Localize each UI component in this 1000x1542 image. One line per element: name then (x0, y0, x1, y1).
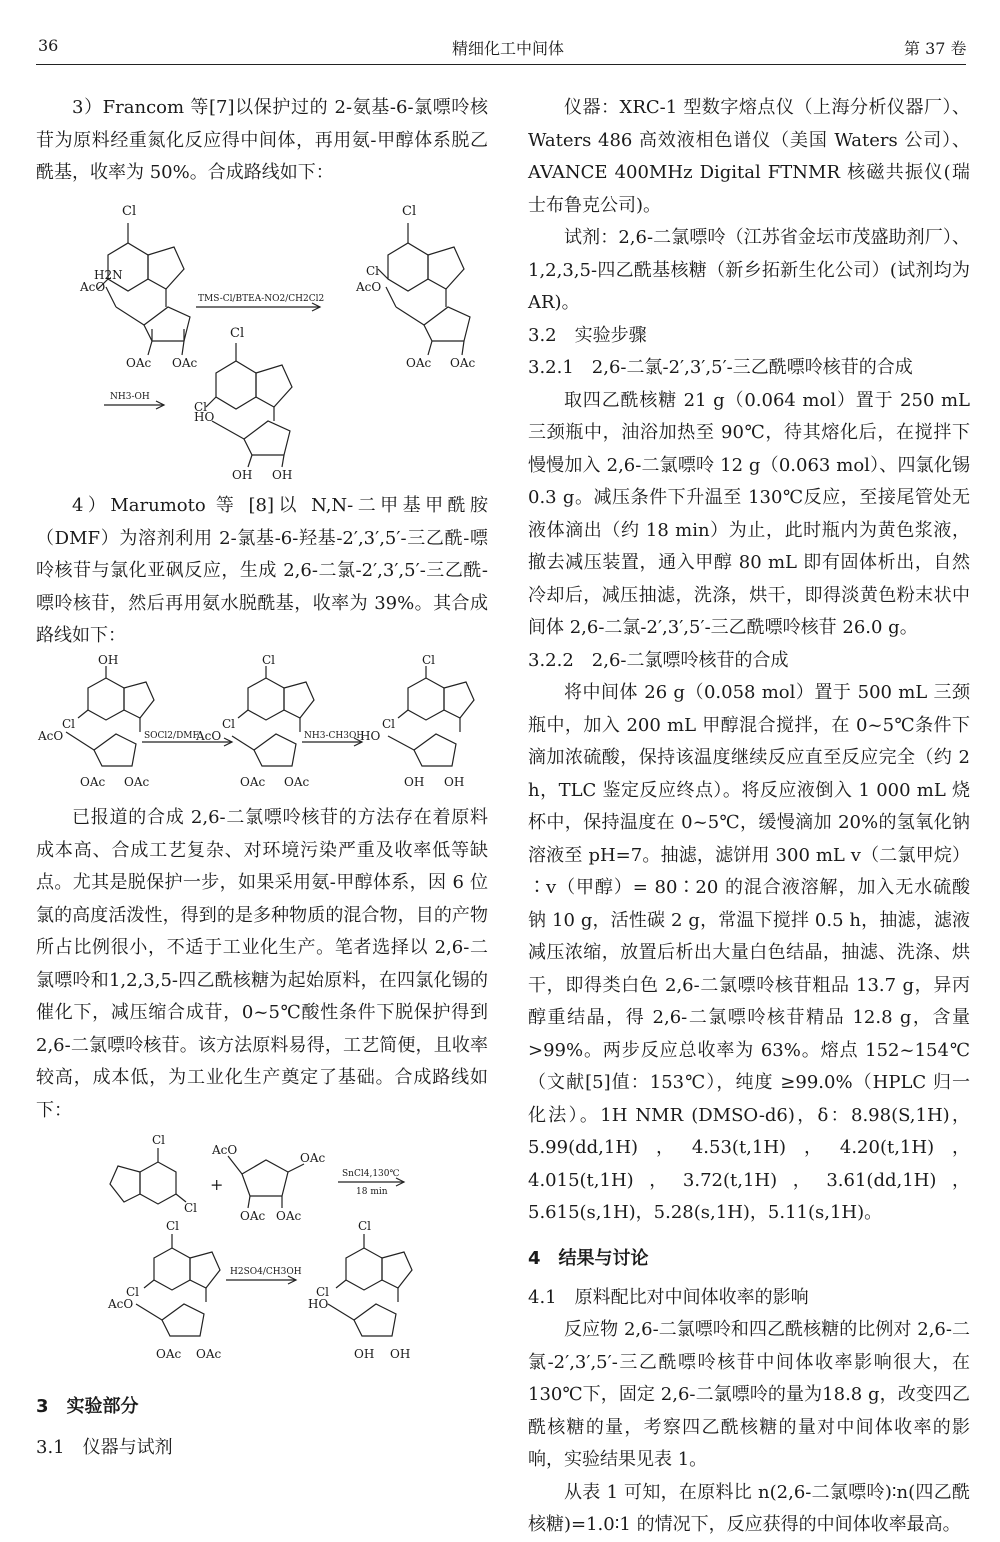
atom-label: AcO (212, 1143, 238, 1157)
reaction-condition: TMS-Cl/BTEA-NO2/CH2Cl2 (198, 294, 325, 304)
atom-label: Cl (382, 717, 396, 731)
atom-label: OH (390, 1347, 411, 1361)
right-col (528, 92, 970, 1542)
atom-label: OAc (80, 775, 106, 789)
atom-label: OH (354, 1347, 375, 1361)
atom-label: Cl (166, 1219, 180, 1233)
paragraph: 从表 1 可知，在原料比 n(2,6-二氯嘌呤)∶n(四乙酰核糖)=1.0∶1 的情况下，反应获得的中间体收率最高。 (528, 1481, 970, 1535)
atom-label: OAc (276, 1209, 302, 1223)
atom-label: OH (272, 468, 293, 480)
left-col-sections (36, 1390, 488, 1465)
subsection-heading: 3.2.2 2,6-二氯嘌呤核苷的合成 (528, 649, 789, 671)
atom-label: OAc (172, 356, 198, 370)
atom-label: OAc (406, 356, 432, 370)
page-number: 36 (38, 36, 59, 55)
paragraph: 取四乙酰核糖 21 g（0.064 mol）置于 250 mL 三颈瓶中，油浴加热至 90℃，待其熔化后，在搅拌下慢慢加入 2,6-二氯嘌呤 12 g（0.063 mol）、四氯化锡 0.3 g。减压条件下升温至 130℃反应，至接尾管处无液体滴出（约 18 min）为止，此时瓶内为黄色浆液，撤去减压装置，通入甲醇 80 mL 即有固体析出，自然冷却后，减压抽滤，洗涤，烘干，即得淡黄色粉末状中间体 2,6-二氯-2′,3′,5′-三乙酰嘌呤核苷 26.0 g。 (528, 389, 970, 638)
scheme-marumoto (36, 652, 488, 798)
atom-label: H2N (94, 268, 123, 282)
paragraph: 将中间体 26 g（0.058 mol）置于 500 mL 三颈瓶中，加入 200 mL 甲醇混合搅拌，在 0~5℃条件下滴加浓硫酸，保持该温度继续反应直至反应完全（约 2 h，TLC 鉴定反应终点）。将反应液倒入 1 000 mL 烧杯中，保持温度在 0~5℃，缓慢滴加 20%的氢氧化钠溶液至 pH=7。抽滤，滤饼用 300 mL v（二氯甲烷）∶v（甲醇）= 80∶20 的混合液溶解，加入无水硫酸钠 10 g，活性碳 2 g，常温下搅拌 0.5 h，抽滤，滤液减压浓缩，放置后析出大量白色结晶，抽滤、洗涤、烘干，即得类白色 2,6-二氯嘌呤核苷粗品 13.7 g，异丙醇重结晶，得 2,6-二氯嘌呤核苷精品 12.8 g，含量>99%。两步反应总收率为 63%。熔点 152~154℃（文献[5]值：153℃），纯度 ≥99.0%（HPLC 归一化法）。1H NMR (DMSO-d6)，δ：8.98(S,1H)，5.99(dd,1H)，4.53(t,1H)，4.20(t,1H)，4.015(t,1H)，3.72(t,1H)，3.61(dd,1H)，5.615(s,1H)，5.28(s,1H)，5.11(s,1H)。 (528, 682, 970, 1223)
subsection-heading: 3.1 仪器与试剂 (36, 1437, 173, 1458)
atom-label: OAc (450, 356, 476, 370)
reaction-condition: NH3-CH3OH (304, 731, 365, 741)
atom-label: OH (232, 468, 253, 480)
atom-label: Cl (262, 653, 276, 667)
atom-label: Cl (126, 1285, 140, 1299)
reaction-condition: H2SO4/CH3OH (230, 1267, 302, 1277)
atom-label: OH (444, 775, 465, 789)
atom-label: Cl (62, 717, 76, 731)
scheme-francom (36, 195, 488, 484)
reaction-condition: SnCl4,130℃ (342, 1169, 400, 1179)
atom-label: OAc (300, 1151, 326, 1165)
paragraph: 仪器：XRC-1 型数字熔点仪（上海分析仪器厂）、 Waters 486 高效液相色谱仪（美国 Waters 公司）、AVANCE 400MHz Digital FTNMR 核磁共振仪(瑞士布鲁克公司)。 (528, 97, 970, 216)
atom-label: OAc (156, 1347, 182, 1361)
atom-label: AcO (196, 729, 222, 743)
atom-label: Cl (422, 653, 436, 667)
paragraph: 已报道的合成 2,6-二氯嘌呤核苷的方法存在着原料成本高、合成工艺复杂、对环境污染严重及收率低等缺点。尤其是脱保护一步，如果采用氨-甲醇体系，因 6 位氯的高度活泼性，得到的是多种物质的混合物，目的产物所占比例很小，不适于工业化生产。笔者选择以 2,6-二氯嘌呤和1,2,3,5-四乙酰核糖为起始原料，在四氯化锡的催化下，减压缩合成苷，0~5℃酸性条件下脱保护得到 2,6-二氯嘌呤核苷。该方法原料易得，工艺简便，且收率较高，成本低，为工业化生产奠定了基础。合成路线如下： (36, 807, 488, 1121)
atom-label: Cl (402, 204, 417, 219)
atom-label: Cl (194, 400, 208, 414)
scheme-authors-svg (100, 1132, 420, 1380)
atom-label: Cl (230, 326, 245, 341)
atom-label: Cl (222, 717, 236, 731)
atom-label: OAc (240, 775, 266, 789)
paragraph: 反应物 2,6-二氯嘌呤和四乙酰核糖的比例对 2,6-二氯-2′,3′,5′-三乙酰嘌呤核苷中间体收率影响很大，在 130℃下，固定 2,6-二氯嘌呤的量为18.8 g，改变四乙酰核糖的量，考察四乙酰核糖的量对中间体收率的影响，实验结果见表 1。 (528, 1319, 970, 1470)
atom-label: HO (194, 410, 215, 424)
atom-label: Cl (152, 1133, 166, 1147)
paragraph: 3）Francom 等[7]以保护过的 2-氨基-6-氯嘌呤核苷为原料经重氮化反应得中间体，再用氨-甲醇体系脱乙酰基，收率为 50%。合成路线如下： (36, 97, 488, 183)
subsection-heading: 4.1 原料配比对中间体收率的影响 (528, 1286, 809, 1308)
atom-label: HO (360, 729, 381, 743)
atom-label: OAc (284, 775, 310, 789)
journal-title: 精细化工中间体 (452, 39, 565, 58)
scheme-marumoto-svg (36, 652, 488, 794)
subsection-heading: 3.2.1 2,6-二氯-2′,3′,5′-三乙酰嘌呤核苷的合成 (528, 357, 913, 378)
atom-label: AcO (108, 1297, 134, 1311)
atom-label: AcO (356, 280, 382, 294)
header-rule (36, 64, 966, 65)
atom-label: AcO (38, 729, 64, 743)
reaction-condition: SOCl2/DMF (144, 731, 199, 741)
atom-label: OAc (126, 356, 152, 370)
atom-label: Cl (122, 204, 137, 219)
atom-label: OAc (240, 1209, 266, 1223)
volume-label: 第 37 卷 (904, 39, 967, 58)
section-heading: 4 结果与讨论 (528, 1247, 649, 1269)
reaction-condition: 18 min (356, 1187, 388, 1197)
left-col-top (36, 92, 488, 190)
paragraph: 4）Marumoto 等 [8]以 N,N-二甲基甲酰胺（DMF）为溶剂利用 2-氯基-6-羟基-2′,3′,5′-三乙酰-嘌呤核苷与氯化亚砜反应，生成 2,6-二氯-2′,3′,5′-三乙酰-嘌呤核苷，然后再用氨水脱酰基，收率为 39%。其合成路线如下： (36, 495, 489, 646)
atom-label: Cl (366, 264, 380, 278)
paragraph: 试剂：2,6-二氯嘌呤（江苏省金坛市茂盛助剂厂）、1,2,3,5-四乙酰基核糖（新乡拓新生化公司）(试剂均为 AR)。 (528, 227, 970, 313)
atom-label: AcO (80, 280, 106, 294)
left-col-bottom (36, 802, 488, 1127)
section-heading: 3 实验部分 (36, 1396, 139, 1417)
subsection-heading: 3.2 实验步骤 (528, 324, 647, 346)
atom-label: OAc (124, 775, 150, 789)
scheme-francom-svg (36, 195, 488, 480)
plus-sign: + (210, 1175, 224, 1194)
atom-label: OH (404, 775, 425, 789)
atom-label: Cl (184, 1201, 198, 1215)
atom-label: OAc (196, 1347, 222, 1361)
scheme-authors (100, 1132, 420, 1384)
left-col-mid (36, 490, 488, 653)
atom-label: Cl (358, 1219, 372, 1233)
atom-label: HO (308, 1297, 329, 1311)
atom-label: OH (98, 653, 119, 667)
atom-label: Cl (316, 1285, 330, 1299)
reaction-condition: NH3-OH (110, 392, 150, 402)
